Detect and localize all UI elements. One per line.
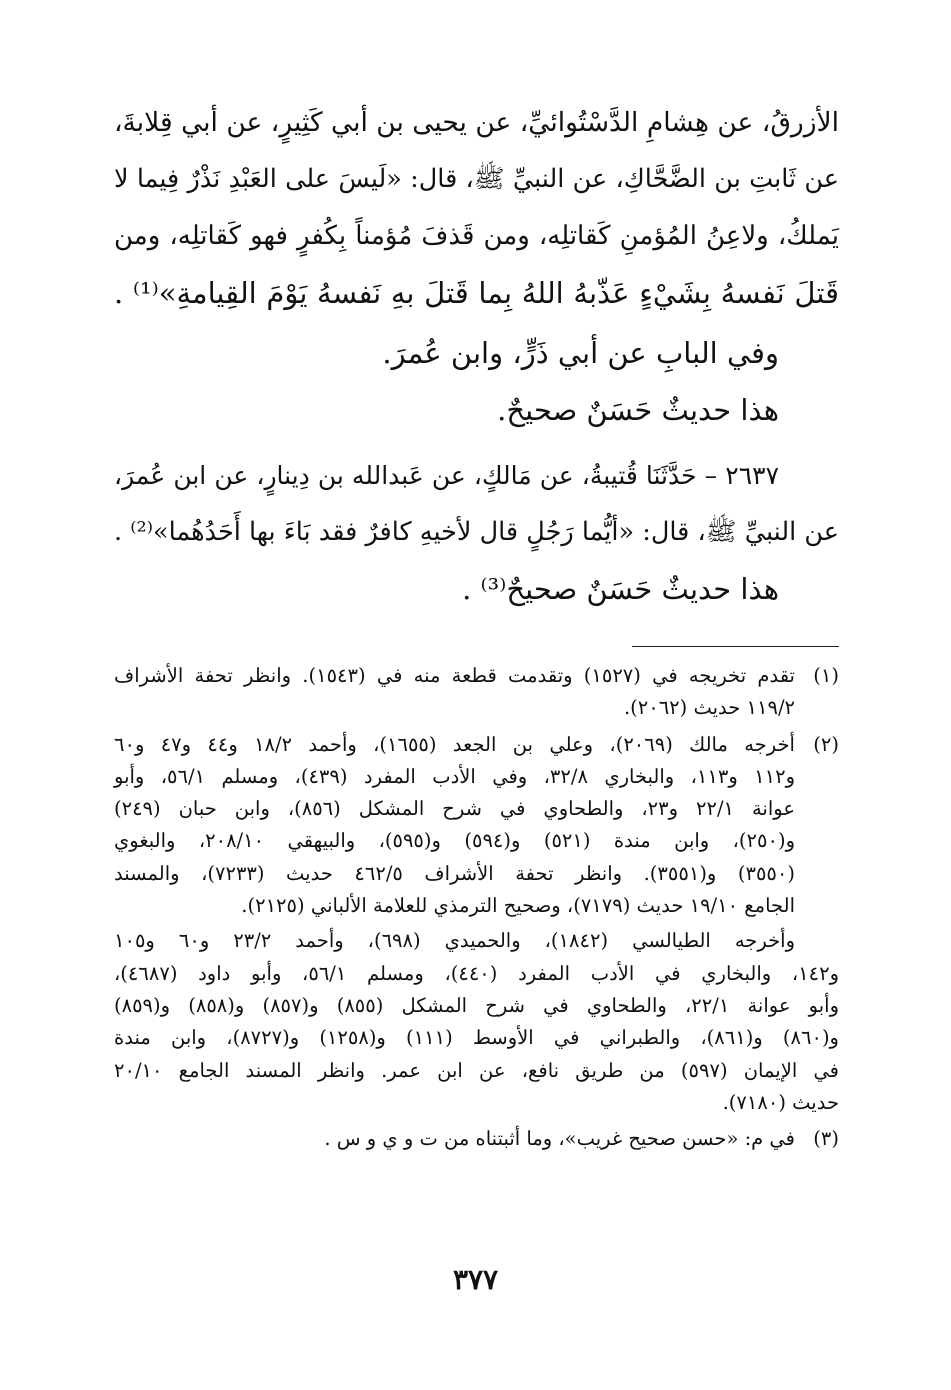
footnote-line: الجامع ١٩/١٠ حديث (٧١٧٩)، وصحيح الترمذي للعلامة الألباني (٢١٢٥). [241,894,795,918]
text-line: وفي البابِ عن أبي ذَرٍّ، وابن عُمرَ. [382,336,779,370]
page-number: ٣٧٧ [452,1263,499,1296]
text-line: يَملكُ، ولاعِنُ المُؤمنِ كَقاتلِه، ومن قَذفَ مُؤمناً بِكُفرٍ فهو كَقاتلِه، ومن [114,221,839,251]
footnote-2-continued [114,925,839,1119]
main-text [114,94,839,618]
footnote-line: في م: «حسن صحيح غريب»، وما أثبتناه من ت و ي و س . [324,1127,795,1151]
footnote-3 [114,1123,839,1155]
footnote-line: أخرجه مالك (٢٠٦٩)، وعلي بن الجعد (١٦٥٥)، وأحمد ١٨/٢ و٤٤ و٤٧ و٦٠ [114,732,795,756]
footnote-line: و١١٢ و١١٣، والبخاري ٣٢/٨، وفي الأدب المفرد (٤٣٩)، ومسلم ٥٦/١، وأبو [114,764,795,788]
text-line: عن ثَابتِ بن الضَّحَّاكِ، عن النبيِّ ﷺ، قال: «لَيسَ على العَبْدِ نَذْرٌ فِيما لا [114,164,839,194]
footnote-divider [632,646,839,647]
footnote-1 [114,660,839,725]
footnote-number: (١) [813,664,839,687]
footnote-line: تقدم تخريجه في (١٥٢٧) وتقدمت قطعة منه في (١٥٤٣). وانظر تحفة الأشراف [114,664,795,687]
text-line: عن النبيِّ ﷺ، قال: «أيُّما رَجُلٍ قال لأخيهِ كافرٌ فقد بَاءَ بها أَحَدُهُما»⁽²⁾ . [114,517,839,547]
footnote-line: وأخرجه الطيالسي (١٨٤٢)، والحميدي (٦٩٨)، وأحمد ٢٣/٢ و٦٠ و١٠٥ [114,929,796,953]
footnote-line: عوانة ٢٢/١ و٢٣، والطحاوي في شرح المشكل (٨٥٦)، وابن حبان (٢٤٩) [114,797,795,821]
footnote-line: في الإيمان (٥٩٧) من طريق نافع، عن ابن عمر. وانظر المسند الجامع ٢٠/١٠ [114,1058,839,1082]
footnote-line: ١١٩/٢ حديث (٢٠٦٢). [623,696,795,720]
footnote-line: و١٤٢، والبخاري في الأدب المفرد (٤٤٠)، ومسلم ٥٦/١، وأبو داود (٤٦٨٧)، [114,961,839,985]
text-line: قَتلَ نَفسهُ بِشَيْءٍ عَذّبهُ اللهُ بِما قَتلَ بهِ نَفسهُ يَوْمَ القِيامةِ»⁽¹⁾ . [114,276,839,310]
footnote-number: (٣) [813,1127,839,1151]
footnote-line: و(٢٥٠)، وابن مندة (٥٢١) و(٥٩٤) و(٥٩٥)، والبيهقي ٢٠٨/١٠، والبغوي [114,829,795,853]
footnotes [114,660,839,1155]
text-line: هذا حديثٌ حَسَنٌ صحيحٌ. [497,393,779,427]
hadith-number-line: ٢٦٣٧ – حَدَّثَنَا قُتيبةُ، عن مَالكٍ، عن عَبدالله بن دِينارٍ، عن ابن عُمرَ، [114,461,779,490]
footnote-line: (٣٥٥٠) و(٣٥٥١). وانظر تحفة الأشراف ٤٦٢/٥ حديث (٧٢٣٣)، والمسند [114,861,795,885]
footnote-2 [114,729,839,923]
footnote-line: و(٨٦٠) و(٨٦١)، والطبراني في الأوسط (١١١) و(١٢٥٨) و(٨٧٢٧)، وابن مندة [114,1026,839,1050]
text-line: هذا حديثٌ حَسَنٌ صحيحٌ⁽³⁾ . [462,572,779,606]
footnote-number: (٢) [813,732,839,756]
footnote-line: وأبو عوانة ٢٢/١، والطحاوي في شرح المشكل (٨٥٥) و(٨٥٧) و(٨٥٨) و(٨٥٩) [114,993,839,1017]
text-line: الأزرقُ، عن هِشامِ الدَّسْتُوائيِّ، عن يحيى بن أبي كَثِيرٍ، عن أبي قِلابةَ، [114,107,839,138]
footnote-line: حديث (٧١٨٠). [722,1090,839,1114]
